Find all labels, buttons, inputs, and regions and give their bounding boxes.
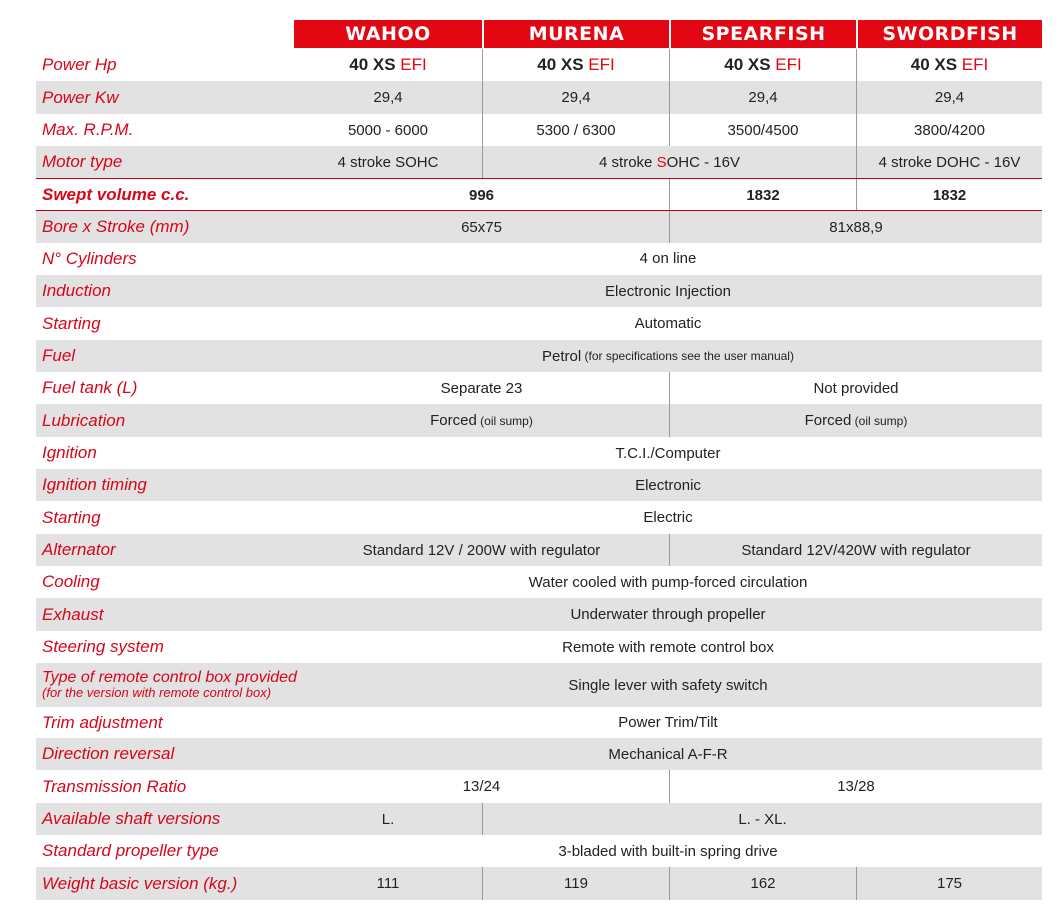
value-cell: 4 on line [639, 250, 697, 267]
value-cell: T.C.I./Computer [615, 444, 721, 462]
row-lubrication [36, 404, 1042, 437]
value-cell: Separate 23 [440, 379, 523, 397]
value-cell: 5000 - 6000 [347, 121, 429, 139]
row-transmission [36, 770, 1042, 803]
row-label: Fuel tank (L) [42, 378, 138, 397]
value-cell: 29,4 [669, 81, 856, 114]
value-cell: 119 [482, 867, 669, 900]
row-label: Fuel [42, 346, 76, 365]
row-cooling [36, 566, 1042, 598]
row-motor-type [36, 146, 1042, 178]
value-cell: 29,4 [482, 81, 669, 114]
row-induction [36, 275, 1042, 307]
row-remote-box [36, 663, 1042, 707]
row-trim [36, 707, 1042, 738]
value-cell [294, 340, 1042, 372]
motor-text: S [656, 153, 667, 171]
value-cell: 29,4 [856, 81, 1042, 114]
model-header-swordfish: SWORDFISH [856, 20, 1042, 48]
row-label: Starting [42, 313, 101, 333]
row-label [42, 663, 297, 707]
hp-base: 40 XS [724, 55, 771, 74]
value-cell: Power Trim/Tilt [618, 714, 718, 731]
value-cell: 65x75 [461, 218, 502, 236]
row-ignition-timing [36, 469, 1042, 501]
row-exhaust [36, 598, 1042, 631]
value-cell: 13/28 [669, 770, 1042, 803]
value-cell: 4 stroke DOHC - 16V [856, 146, 1042, 178]
value-cell: Underwater through propeller [570, 606, 766, 623]
row-starting-automatic [36, 307, 1042, 340]
row-label: Standard propeller type [42, 841, 219, 860]
row-label: Cooling [42, 572, 100, 591]
value-cell: Water cooled with pump-forced circulation [528, 573, 808, 591]
motor-text: 4 stroke [599, 153, 657, 171]
row-label: Motor type [42, 152, 123, 171]
value-cell: 3800/4200 [856, 114, 1042, 146]
row-label: Trim adjustment [42, 712, 163, 732]
lub-note: (oil sump) [851, 413, 908, 428]
value-cell [294, 404, 669, 437]
row-starting-electric [36, 501, 1042, 534]
row-cylinders [36, 242, 1042, 275]
value-cell: 111 [376, 875, 400, 892]
row-propeller [36, 835, 1042, 867]
value-cell [856, 49, 1042, 81]
fuel-note: (for specifications see the user manual) [581, 349, 794, 363]
value-cell: Electric [643, 509, 693, 526]
row-fuel [36, 340, 1042, 372]
row-shaft [36, 803, 1042, 835]
fuel-text: Petrol [542, 347, 582, 365]
value-cell: Standard 12V / 200W with regulator [362, 541, 601, 559]
row-label: Weight basic version (kg.) [42, 873, 238, 893]
row-label: Ignition timing [42, 475, 147, 494]
value-cell: L. - XL. [482, 803, 1042, 835]
value-cell: Mechanical A-F-R [608, 745, 728, 763]
value-cell: 29,4 [373, 89, 403, 106]
value-cell: 3500/4500 [669, 114, 856, 146]
value-cell: L. [381, 810, 395, 828]
hp-base: 40 XS [537, 55, 584, 74]
row-label: Max. R.P.M. [42, 120, 134, 139]
value-cell: Single lever with safety switch [568, 676, 768, 694]
model-header-spearfish: SPEARFISH [669, 20, 856, 48]
row-fuel-tank [36, 372, 1042, 404]
lub-text: Forced [430, 412, 477, 429]
row-power-hp [36, 49, 1042, 81]
row-label: Power Hp [42, 55, 117, 74]
row-label: Starting [42, 507, 101, 527]
value-cell: 81x88,9 [669, 211, 1042, 243]
value-cell: Remote with remote control box [562, 638, 774, 656]
row-alternator [36, 534, 1042, 566]
model-header-murena: MURENA [482, 20, 669, 48]
efi-tag: EFI [400, 55, 427, 74]
efi-tag: EFI [588, 55, 615, 74]
row-weight [36, 867, 1042, 900]
value-cell [669, 404, 1042, 437]
remote-box-label: Type of remote control box provided [42, 669, 297, 686]
value-cell [669, 49, 856, 81]
row-label: Lubrication [42, 410, 126, 430]
value-cell: 5300 / 6300 [482, 114, 669, 146]
value-cell: 1832 [669, 179, 856, 211]
value-cell: 3-bladed with built-in spring drive [558, 842, 778, 860]
value-cell: 4 stroke SOHC [337, 153, 439, 171]
value-cell: 13/24 [462, 778, 501, 795]
row-label: Ignition [42, 443, 97, 462]
row-label: Bore x Stroke (mm) [42, 217, 190, 236]
row-steering [36, 631, 1042, 663]
row-bore-stroke [36, 210, 1042, 243]
row-label: Exhaust [42, 604, 104, 624]
row-label: Transmission Ratio [42, 776, 187, 796]
value-cell: 175 [856, 867, 1042, 900]
efi-tag: EFI [775, 55, 802, 74]
value-cell: Electronic Injection [605, 282, 731, 300]
row-label: Power Kw [42, 87, 119, 107]
row-direction [36, 738, 1042, 770]
value-cell [482, 49, 669, 81]
lub-note: (oil sump) [476, 413, 533, 428]
row-label: Induction [42, 281, 111, 300]
row-label: Available shaft versions [42, 809, 221, 828]
row-swept-volume [36, 178, 1042, 211]
row-power-kw [36, 81, 1042, 114]
value-cell: Not provided [669, 372, 1042, 404]
row-label: N° Cylinders [42, 248, 137, 268]
row-label: Direction reversal [42, 744, 175, 763]
row-ignition [36, 437, 1042, 469]
value-cell: Automatic [634, 315, 702, 332]
value-cell: 162 [669, 867, 856, 900]
value-cell [482, 146, 856, 178]
model-header-wahoo: WAHOO [294, 20, 482, 48]
value-cell: Electronic [635, 476, 701, 494]
value-cell [294, 49, 482, 81]
lub-text: Forced [804, 412, 852, 429]
efi-tag: EFI [961, 55, 989, 74]
row-max-rpm [36, 114, 1042, 146]
remote-box-sublabel: (for the version with remote control box) [42, 685, 272, 700]
row-label: Swept volume c.c. [42, 185, 190, 204]
value-cell: Standard 12V/420W with regulator [669, 534, 1042, 566]
hp-base: 40 XS [910, 55, 958, 74]
row-label: Steering system [42, 637, 164, 656]
value-cell: 1832 [856, 179, 1042, 211]
value-cell: 996 [468, 186, 495, 204]
motor-text: OHC - 16V [666, 153, 740, 171]
row-label: Alternator [42, 540, 116, 559]
hp-base: 40 XS [349, 55, 396, 74]
